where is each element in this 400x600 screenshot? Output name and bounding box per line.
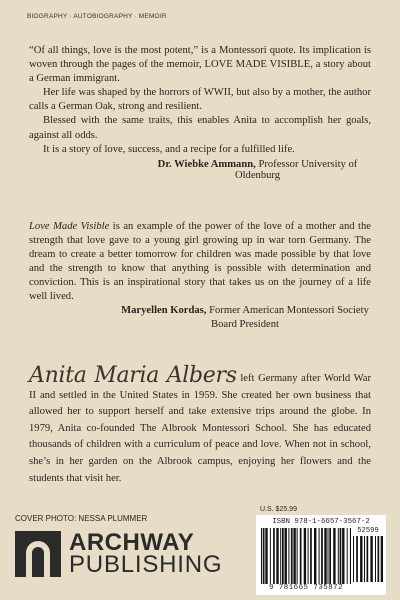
quote-paragraph: Blessed with the same traits, this enables Anita to accomplish her goals, against all odds.: [29, 115, 371, 141]
endorser-name: Dr. Wiebke Ammann,: [157, 159, 256, 170]
quote-paragraph: “Of all things, love is the most potent,” is a Montessori quote. Its implication is woven through the pages of the memoir, LOVE MADE VISIBLE, a story about a German immigrant.: [29, 45, 371, 85]
endorser-title: Former American Montessori Society Board President: [209, 305, 369, 331]
endorsement-attribution: [115, 304, 375, 332]
endorser-title: Professor University of Oldenburg: [234, 159, 358, 181]
addon-barcode-icon: [353, 536, 383, 582]
author-name: Anita Maria Albers: [29, 363, 237, 388]
cover-photo-credit: COVER PHOTO: NESSA PLUMMER: [15, 514, 148, 523]
quote-paragraph: [29, 220, 371, 305]
price-label: U.S. $25.99: [260, 506, 297, 513]
endorsement-ammann: [29, 44, 371, 157]
bio-paragraph: [29, 363, 372, 487]
publisher-name: [69, 529, 223, 578]
publisher-line1: ARCHWAY: [69, 529, 195, 556]
book-title: Love Made Visible: [29, 221, 110, 232]
quote-paragraph: It is a story of love, success, and a recipe for a fulfilled life.: [43, 143, 295, 155]
archway-icon: [15, 531, 61, 577]
publisher-line2: PUBLISHING: [69, 551, 223, 578]
endorsement-kordas: [29, 220, 371, 305]
quote-text: is an example of the power of the love of a mother and the strength that love gave to a young girl growing up in war torn Germany. The dream to create a better tomorrow for children was made possible by that love and the strength to know that anything is possible with determination and conviction. This is an inspirational story that takes us on the journey of a life well lived.: [29, 221, 371, 303]
category-label: BIOGRAPHY · AUTOBIOGRAPHY · MEMOIR: [27, 13, 167, 20]
ean-digits: 9 781665 735872: [268, 584, 344, 592]
publisher-logo: [15, 531, 222, 577]
endorsement-attribution: [29, 159, 376, 181]
bio-text: left Germany after World War II and settled in the United States in 1959. She created her own business that allowed her to support herself and take extensive trips around the globe. In 1979, Anita co-founded The Albrook Montessori School. She has educated thousands of children with a curriculum of peace and love. When not in school, she’s in her garden on the Albrook campus, enjoying her flowers and the students that visit her.: [29, 373, 372, 484]
author-bio: [29, 363, 372, 487]
isbn-text: ISBN 978-1-6657-3567-2: [272, 518, 370, 526]
quote-paragraph: Her life was shaped by the horrors of WWII, but also by a mother, the author calls a German Oak, strong and resilient.: [29, 87, 371, 113]
barcode: [256, 515, 386, 595]
addon-code: 52599: [357, 527, 379, 535]
ean-barcode-icon: [261, 528, 351, 584]
endorser-name: Maryellen Kordas,: [121, 305, 207, 316]
